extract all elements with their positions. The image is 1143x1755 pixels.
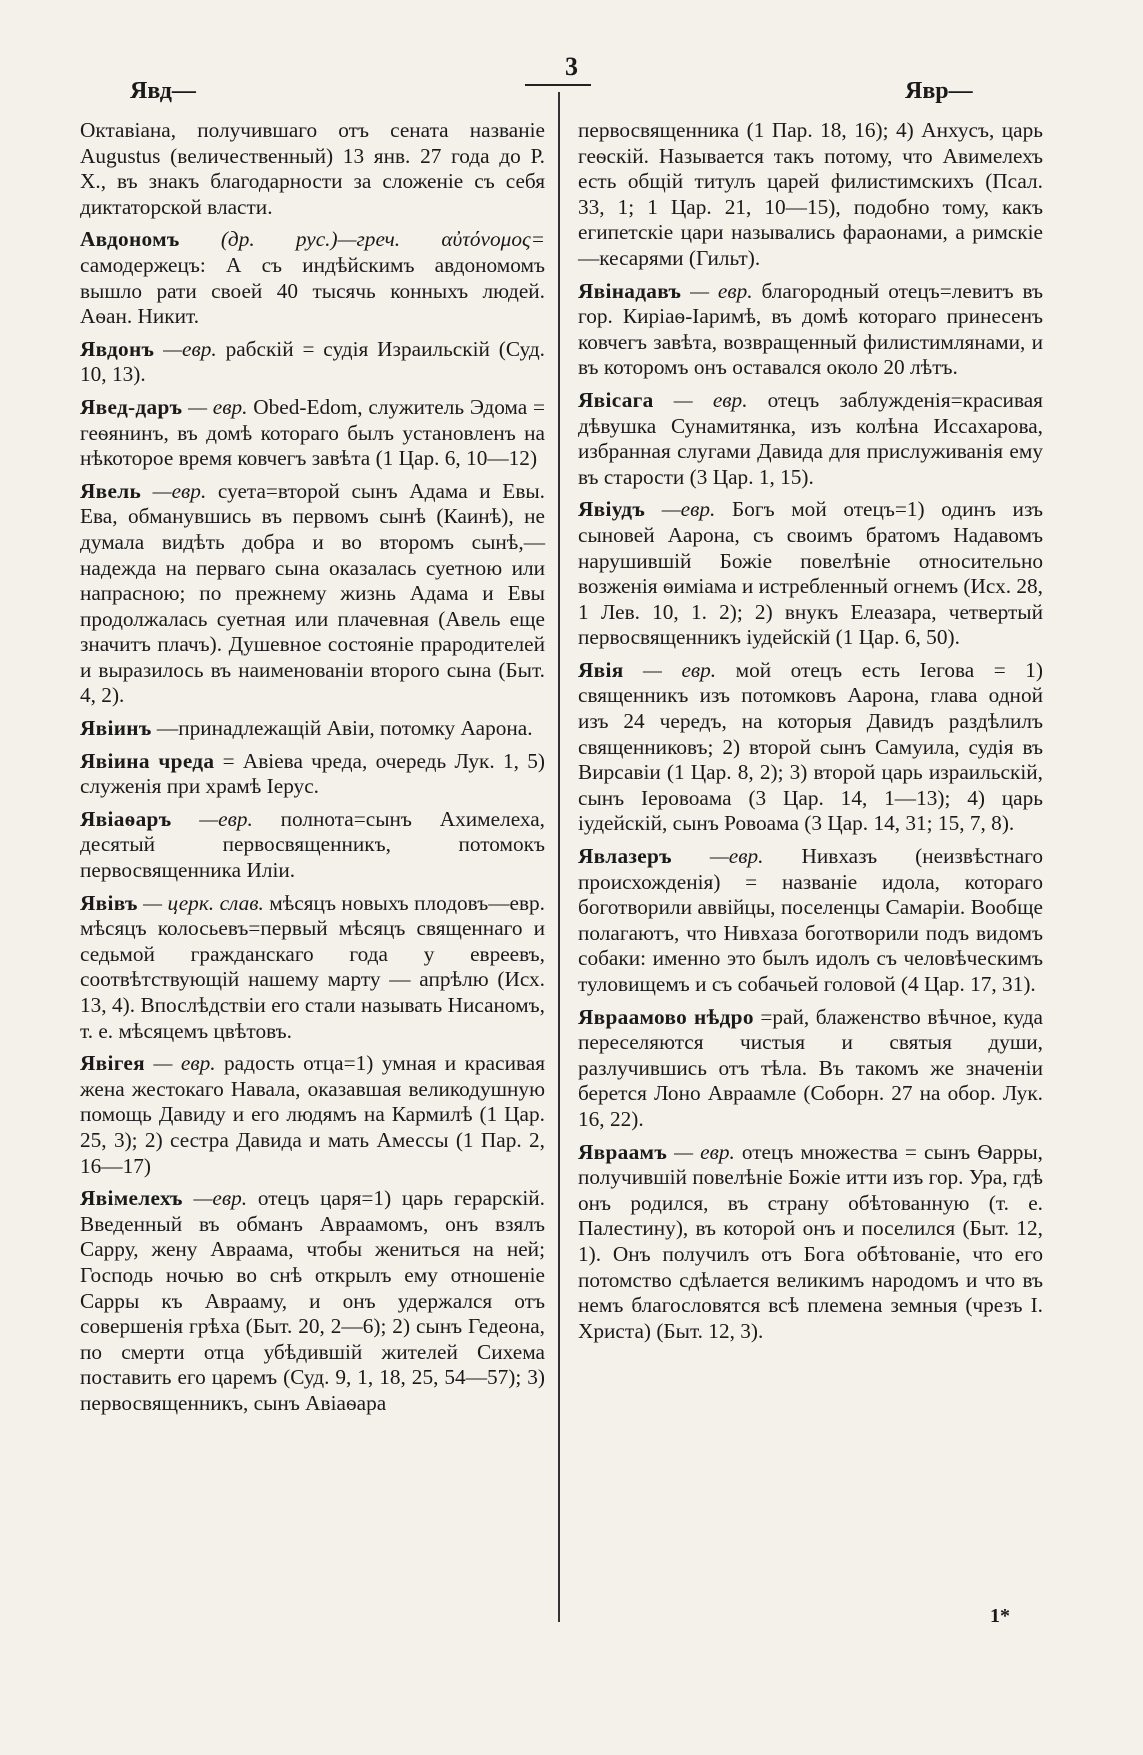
entry-headword: Явігея [80,1051,145,1076]
entry-headword: Явед-даръ [80,394,183,419]
entry-headword: Явіина чреда [80,748,215,773]
entry-body: =рай, блаженство вѣчное, куда переселяются чистыя и святыя души, разлучившись отъ тѣла. Въ такомъ же значеніи берется Лоно Авраамле (Соборн. 27 на обор. Лук. 16, 22). [578,1004,1043,1131]
entry-label: —евр. [163,336,217,361]
entry-headword: Авдономъ [80,227,180,252]
dictionary-entry [578,1140,1043,1345]
dictionary-entry [578,1005,1043,1133]
dictionary-entry [80,749,545,800]
entry-headword: Явіудъ [578,497,646,522]
entry-headword: Явраамъ [578,1139,668,1164]
entry-body: благородный отецъ=левитъ въ гор. Киріаѳ-Іаримѣ, въ домѣ котораго принесенъ ковчегъ завѣта, возвращенный филистимлянами, и въ которомъ онъ оставался около 20 лѣтъ. [578,278,1044,380]
entry-headword: Явівъ [80,890,138,915]
entry-body: мѣсяцъ новыхъ плодовъ—евр. мѣсяцъ колосьевъ=первый мѣсяцъ священнаго и седьмой гражданскаго года у евреевъ, соотвѣтствующій нашему марту — апрѣлю (Исх. 13, 4). Впослѣдствіи его стали называть Нисаномъ, т. е. мѣсяцемъ цвѣтовъ. [80,890,546,1043]
entry-label: —евр. [199,806,253,831]
entry-headword: Явіаѳаръ [80,806,172,831]
dictionary-entry [80,1051,545,1179]
entry-body: Октавіана, получившаго отъ сената названіе Augustus (величественный) 13 янв. 27 года до Р. Х., въ знакъ благодарности за сложеніе съ себя диктаторской власти. [80,118,545,219]
dictionary-entry [80,716,545,742]
entry-label: —евр. [709,844,764,869]
entry-headword: Явель [80,478,142,503]
dictionary-entry [578,279,1043,381]
right-column [578,118,1043,1351]
dictionary-entry [578,658,1043,837]
entry-body: Богъ мой отецъ=1) одинъ изъ сыновей Аарона, съ своимъ братомъ Надавомъ нарушившій Божіе повелѣніе относительно возженія ѳиміама и истребленный огнемъ (Исх. 28, 1 Лев. 10, 1. 2); 2) внукъ Елеазара, четвертый первосвященникъ іудейскій (1 Цар. 6, 50). [578,497,1044,650]
dictionary-entry [80,891,545,1045]
dictionary-entry [578,497,1043,651]
entry-body: отецъ заблужденія=красивая дѣвушка Сунамитянка, изъ колѣна Иссахарова, избранная слугами Давида для прислуживанія ему въ старости (3 Цар. 1, 15). [578,387,1043,489]
entry-body: отецъ множества = сынъ Ѳарры, получившій повелѣніе Божіе итти изъ гор. Ура, гдѣ онъ родился, въ страну обѣтованную (т. е. Палестину), въ которой онъ и поселился (Быт. 12, 1). Онъ получилъ отъ Бога обѣтованіе, что его потомство сдѣлается великимъ народомъ и что въ немъ благословятся всѣ племена земныя (чрезъ І. Христа) (Быт. 12, 3). [578,1139,1044,1343]
entry-body: первосвященника (1 Пар. 18, 16); 4) Анхусъ, царь геѳскій. Называется такъ потому, что Авимелехъ есть общій титулъ царей филистимскихъ (Псал. 33, 1; 1 Цар. 21, 10—15), подобно тому, какъ египетскіе цари назывались фараонами, а римскіе—кесарями (Гильт). [578,118,1043,270]
dictionary-entry [578,118,1043,272]
running-head-right: Явр— [905,78,973,104]
entry-body: рабскій = судія Израильскій (Суд. 10, 13). [80,336,545,387]
entry-body: полнота=сынъ Ахимелеха, десятый первосвященникъ, потомокъ первосвященника Иліи. [80,806,546,883]
left-column [80,118,545,1424]
header-rule [525,84,591,86]
entry-body: —принадлежащій Авіи, потомку Аарона. [156,716,533,741]
entry-headword: Явлазеръ [578,844,672,869]
entry-label: —евр. [661,497,716,522]
entry-headword: Явісага [578,387,654,412]
entry-label: — евр. [690,278,753,303]
dictionary-entry [80,479,545,709]
entry-headword: Явінадавъ [578,278,682,303]
dictionary-entry [578,844,1043,998]
entry-label: — евр. [643,657,717,682]
entry-body: Obed-Edom, служитель Эдома = геѳянинъ, въ домѣ котораго былъ установленъ на нѣкоторое время ковчегъ завѣта (1 Цар. 6, 10—12) [80,394,545,471]
column-divider [558,92,560,1622]
entry-body: самодержецъ: А съ индѣйскимъ авдономомъ вышло рати своей 40 тысячь конныхъ людей. Аѳан. Никит. [80,252,545,329]
entry-label: —евр. [193,1186,248,1211]
entry-label: — евр. [153,1051,216,1076]
entry-label: —евр. [152,478,207,503]
entry-headword: Явраамово нѣдро [578,1004,754,1029]
dictionary-entry [80,227,545,329]
entry-headword: Явіинъ [80,716,152,741]
entry-headword: Явія [578,657,624,682]
entry-headword: Явімелехъ [80,1186,183,1211]
entry-body: отецъ царя=1) царь герарскій. Введенный въ обманъ Авраамомъ, онъ взялъ Сарру, жену Авраама, чтобы жениться на ней; Господь ночью во снѣ открылъ ему отношеніе Сарры къ Аврааму, и онъ удержался отъ совершенія грѣха (Быт. 20, 2—6); 2) сынъ Гедеона, по смерти отца убѣдившій жителей Сихема поставить его царемъ (Суд. 9, 1, 18, 25, 54—57); 3) первосвященникъ, сынъ Авіаѳара [80,1186,545,1415]
entry-label: — евр. [674,1139,735,1164]
dictionary-entry [80,1186,545,1416]
entry-body: суета=второй сынъ Адама и Евы. Ева, обманувшись въ первомъ сынѣ (Каинѣ), не думала видѣть добра и во второмъ сынѣ,—надежда на перваго сына оказалась суетною или напрасною; по прежнему жизнь Адама и Евы продолжалась суетная или плачевная (Авель еще значитъ плачъ). Душевное состояніе прародителей и выразилось въ наименованіи второго сына (Быт. 4, 2). [80,478,546,708]
entry-body: = Авіева чреда, очередь Лук. 1, 5) служенія при храмѣ Іерус. [80,748,545,799]
dictionary-entry [578,388,1043,490]
entry-body: радость отца=1) умная и красивая жена жестокаго Навала, оказавшая великодушную помощь Давиду и его людямъ на Кармилѣ (1 Цар. 25, 3); 2) сестра Давида и мать Амессы (1 Пар. 2, 16—17) [80,1051,546,1178]
dictionary-entry [80,118,545,220]
entry-body: Нивхазъ (неизвѣстнаго происхожденія) = названіе идола, котораго боготворили аввійцы, поселенцы Самаріи. Вообще полагаютъ, что Нивхаза боготворили подъ видомъ собаки: именно это былъ идолъ съ человѣческимъ туловищемъ и съ собачьей головой (4 Цар. 17, 31). [578,844,1044,996]
entry-label: — церк. слав. [143,890,264,915]
entry-label: (др. рус.)—греч. αὐτόνομος= [220,227,546,252]
page-number: 3 [565,52,578,81]
dictionary-entry [80,395,545,472]
entry-label: — евр. [188,394,248,419]
entry-headword: Явдонъ [80,336,155,361]
signature-mark: 1* [990,1605,1010,1627]
entry-label: — евр. [673,387,748,412]
dictionary-entry [80,337,545,388]
entry-body: мой отецъ есть Іегова = 1) священникъ изъ потомковъ Аарона, глава одной изъ 24 чередъ, на которыя Давидъ раздѣлилъ священниковъ; 2) второй сынъ Самуила, судія въ Вирсавіи (1 Цар. 8, 2); 3) второй царь израильскій, сынъ Іеровоама (3 Цар. 14, 1—13); 4) царь іудейскій, сынъ Ровоама (3 Цар. 14, 31; 15, 7, 8). [578,657,1044,836]
running-head-left: Явд— [130,78,196,104]
dictionary-entry [80,807,545,884]
